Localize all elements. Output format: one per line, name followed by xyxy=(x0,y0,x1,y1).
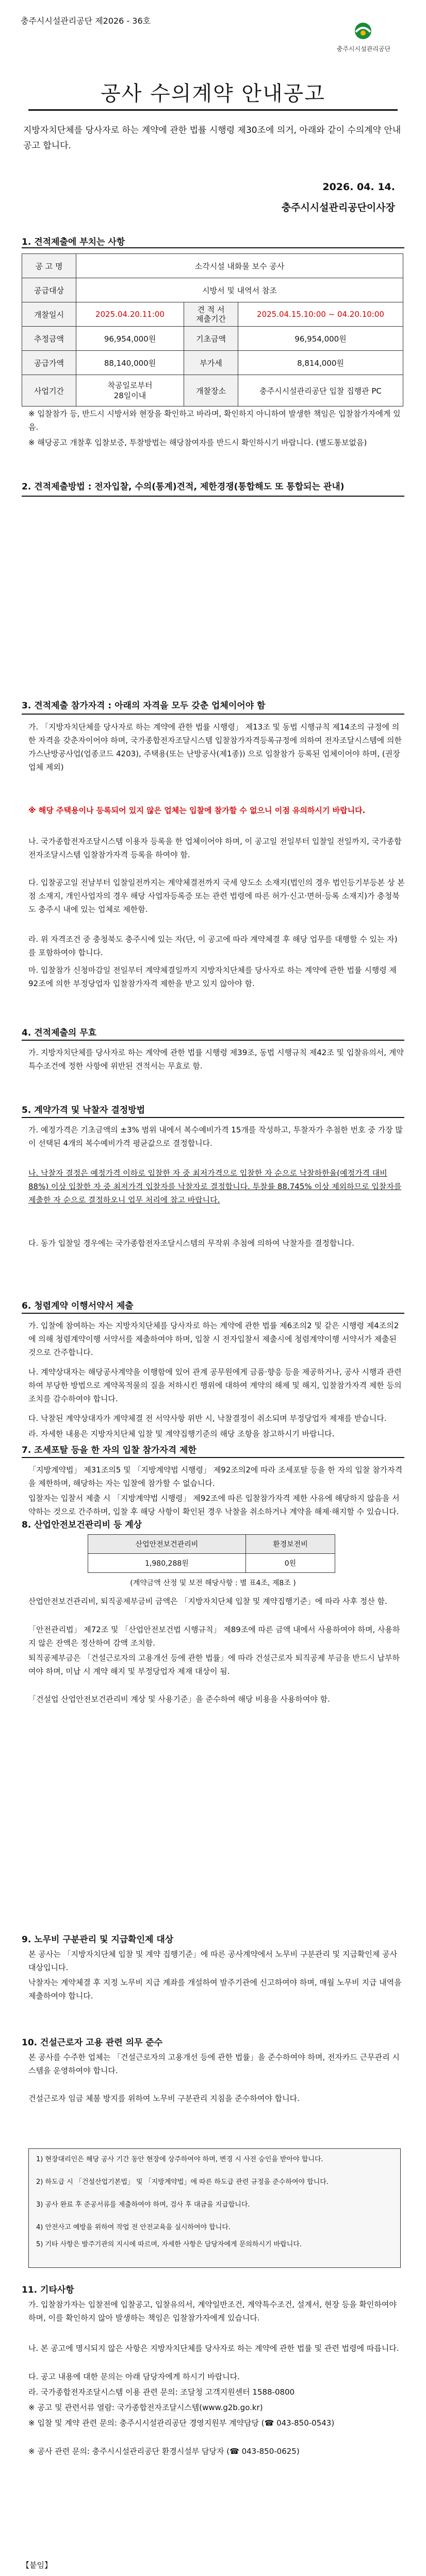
value-location: 시방서 및 내역서 참조 xyxy=(76,278,403,302)
logo-org-name: 충주시시설관리공단 xyxy=(336,45,391,53)
section-5-title: 5. 계약가격 및 낙찰자 결정방법 xyxy=(22,1105,145,1115)
value-supply-price: 88,140,000원 xyxy=(76,351,184,375)
section-5-item: 다. 동가 입찰일 경우에는 국가종합전자조달시스템의 무작위 추첨에 의하여 낙찰자를 결정합니다. xyxy=(28,1239,355,1248)
section-11-item: ※ 공사 관련 문의: 충주시시설관리공단 환경시설부 담당자 (☎ 043-850-0625) xyxy=(28,2447,300,2456)
value-base-price: 96,954,000원 xyxy=(238,327,403,351)
title-divider xyxy=(28,109,398,111)
value-open-time: 2025.04.20.11:00 xyxy=(76,302,184,327)
table-row xyxy=(22,351,403,375)
table-cell: 0원 xyxy=(245,1554,335,1573)
caution-box xyxy=(28,2148,401,2268)
table-row xyxy=(22,302,403,327)
section-5-item: 나. 낙찰자 결정은 예정가격 이하로 입찰한 자 중 최저가격으로 입찰한 자 순으로 낙찰하한율(예정가격 대비 88%) 이상 입찰한 자 중 최저가격 입찰자를 낙찰자로 결정합니다. 투찰률 88.745% 이상 제외하므로 입찰자를 제출한 자 순으로 결정하오니 업무 처리에 참고 바랍니다. xyxy=(28,1168,402,1205)
table-header: 환경보전비 xyxy=(245,1535,335,1554)
caution-item: 1) 현장대리인은 해당 공사 기간 동안 현장에 상주하여야 하며, 변경 시 사전 승인을 받아야 합니다. xyxy=(36,2156,323,2163)
value-place: 충주시시설관리공단 입찰 집행관 PC xyxy=(238,375,403,406)
table-row xyxy=(22,375,403,406)
label-location: 공급대상 xyxy=(22,278,76,302)
section-10-title: 10. 건설근로자 고용 관련 의무 준수 xyxy=(22,2038,163,2048)
section-3-item: 라. 위 자격조건 중 충청북도 충주시에 있는 자(단, 이 공고에 따라 계약체결 후 해당 업무를 대행할 수 있는 자)를 포함하여야 합니다. xyxy=(28,935,398,957)
section-5-item: 가. 예정가격은 기초금액의 ±3% 범위 내에서 복수예비가격 15개를 작성하고, 투찰자가 추첨한 번호 중 가장 많이 선택된 4개의 복수예비가격 평균값으로 결정합니다. xyxy=(28,1125,403,1148)
label-supply-price: 공급가액 xyxy=(22,351,76,375)
section-divider xyxy=(22,1040,404,1041)
section-3-item: 마. 입찰참가 신청마감일 전일부터 계약체결일까지 지방자치단체를 당사자로 하는 계약에 관한 법률 시행령 제92조에 의한 부정당업자 입찰참가자격 제한을 받고 있지 않아야 함. xyxy=(28,965,397,988)
section-10-item: 본 공사를 수주한 업체는 「건설근로자의 고용개선 등에 관한 법률」을 준수하여야 하며, 전자카드 근무관리 시스템을 운영하여야 합니다. xyxy=(28,2053,400,2075)
intro-text: 지방자치단체를 당사자로 하는 계약에 관한 법률 시행령 제30조에 의거, 아래와 같이 수의계약 안내공고 합니다. xyxy=(23,125,401,151)
section-3-item: 나. 국가종합전자조달시스템 이용자 등록을 한 업체이어야 하며, 이 공고일 전일부터 입찰일 전일까지, 국가종합전자조달시스템 입찰참가자격 등록을 하여야 함. xyxy=(28,837,402,859)
section-11-item: 나. 본 공고에 명시되지 않은 사항은 지방자치단체를 당사자로 하는 계약에 관한 법률 및 관련 법령에 따릅니다. xyxy=(28,2344,399,2353)
section-3-item: 가. 「지방자치단체를 당사자로 하는 계약에 관한 법률 시행령」 제13조 및 동법 시행규칙 제14조의 규정에 의한 자격을 갖춘자이어야 하며, 국가종합전자조달시스템 입찰참가자격등록규정에 의하여 전자조달시스템에 의한 가스난방공사업(업종코드 4203), 주택용(또는 난방공사(제1종)) 으로 입찰참가 등록된 업체이어야 하며, (권장업체 제외) xyxy=(28,722,402,772)
indirect-cost-table xyxy=(88,1534,335,1573)
caution-item: 4) 안전사고 예방을 위하여 작업 전 안전교육을 실시하여야 합니다. xyxy=(36,2224,231,2231)
label-submit-period: 견 적 서 제출기간 xyxy=(184,302,238,327)
table-row xyxy=(88,1554,335,1573)
section-1-note: ※ 해당공고 개찰후 입찰보증, 투찰방법는 해당참여자를 반드시 확인하시기 바랍니다. (별도통보없음) xyxy=(28,438,367,447)
issuer: 충주시시설관리공단이사장 xyxy=(281,202,395,213)
table-row xyxy=(22,254,403,278)
section-6-item: 나. 계약상대자는 해당공사계약을 이행함에 있어 관계 공무원에게 금품·향응 등을 제공하거나, 공사 시행과 관련하여 부당한 방법으로 계약목적물의 질을 저하시킨 행위에 대하여 계약의 해제 및 해지, 입찰참가자격 제한 등의 조치를 감수하여야 합니다. xyxy=(28,1367,402,1403)
label-bid-method: 사업기간 xyxy=(22,375,76,406)
section-3-title: 3. 견적제출 참가자격 : 아래의 자격을 모두 갖춘 업체이어야 함 xyxy=(22,701,266,711)
page-title: 공사 수의계약 안내공고 xyxy=(101,82,325,106)
section-6-title: 6. 청렴계약 이행서약서 제출 xyxy=(22,1301,134,1311)
section-divider xyxy=(22,1117,404,1118)
value-submit-period: 2025.04.15.10:00 ~ 04.20.10:00 xyxy=(238,302,403,327)
table-row xyxy=(88,1535,335,1554)
value-est-price: 96,954,000원 xyxy=(76,327,184,351)
label-open-time: 개찰일시 xyxy=(22,302,76,327)
section-8-item: 퇴직공제부금은 「건설근로자의 고용개선 등에 관한 법률」에 따라 건설근로자 퇴직공제 부금을 반드시 납부하여야 하며, 미납 시 계약 해지 및 부정당업자 제재 대상이 됨. xyxy=(28,1653,400,1676)
attachment-label: 【붙임】 xyxy=(22,2561,52,2570)
label-place: 개찰장소 xyxy=(184,375,238,406)
label-base-price: 기초금액 xyxy=(184,327,238,351)
section-1-note: ※ 입찰참가 등, 반드시 시방서와 현장을 확인하고 바라며, 확인하지 아니하여 발생한 책임은 입찰참가자에게 있음. xyxy=(28,409,401,432)
section-6-item: 가. 입찰에 참여하는 자는 지방자치단체를 당사자로 하는 계약에 관한 법률 제6조의2 및 같은 시행령 제4조의2에 의해 청렴계약이행 서약서를 제출하여야 하며, 입찰 시 전자입찰서 제출시에 청렴계약이행 서약서가 제출된 것으로 간주합니다. xyxy=(28,1321,399,1357)
section-2-title: 2. 견적제출방법 : 전자입찰, 수의(통계)견적, 제한경쟁(통합해도 또 통합되는 관내) xyxy=(22,482,345,492)
table-caption: (계약금액 산정 및 보전 해당사항 : 별 표4조, 제8조 ) xyxy=(130,1579,296,1587)
value-work-name: 소각시설 내화물 보수 공사 xyxy=(76,254,403,278)
value-vat: 8,814,000원 xyxy=(238,351,403,375)
section-divider xyxy=(22,496,404,497)
section-3-warning: ※ 해당 주택용이나 등록되어 있지 않은 업체는 입찰에 참가할 수 없으니 이점 유의하시기 바랍니다. xyxy=(28,806,366,815)
value-bid-method: 착공일로부터 28일이내 xyxy=(76,375,184,406)
caution-item: 2) 하도급 시 「건설산업기본법」 및 「지방계약법」에 따른 하도급 관련 규정을 준수하여야 합니다. xyxy=(36,2178,329,2186)
section-9-item: 낙찰자는 계약체결 후 지정 노무비 지급 계좌를 개설하여 발주기관에 신고하여야 하며, 매월 노무비 지급 내역을 제출하여야 합니다. xyxy=(28,1978,402,2001)
section-9-title: 9. 노무비 구분관리 및 지급확인제 대상 xyxy=(22,1935,174,1945)
overview-table xyxy=(22,253,403,406)
section-7-title: 7. 조세포탈 등을 한 자의 입찰 참가자격 제한 xyxy=(22,1445,196,1455)
notice-date: 2026. 04. 14. xyxy=(322,181,395,193)
section-11-item: ※ 입찰 및 계약 관련 문의: 충주시시설관리공단 경영지원부 계약담당 (☎ 043-850-0543) xyxy=(28,2418,335,2428)
section-6-item: 라. 자세한 내용은 지방자치단체 입찰 및 계약집행기준의 해당 조항을 참고하시기 바랍니다. xyxy=(28,1429,335,1438)
label-vat: 부가세 xyxy=(184,351,238,375)
organization-logo xyxy=(315,21,413,55)
section-4-title: 4. 견적제출의 무효 xyxy=(22,1028,97,1038)
logo-mark-icon xyxy=(351,21,375,41)
table-cell: 1,980,288원 xyxy=(88,1554,246,1573)
section-7-item: 입찰자는 입찰서 제출 시 「지방계약법 시행령」 제92조에 따른 입찰참가자격 제한 사유에 해당하지 않음을 서약하는 것으로 간주하며, 입찰 후 해당 사항이 확인된 경우 낙찰을 취소하거나 계약을 해제·해지할 수 있습니다. xyxy=(28,1494,400,1516)
table-row xyxy=(22,278,403,302)
section-11-item: ※ 공고 및 관련서류 열람: 국가종합전자조달시스템(www.g2b.go.kr) xyxy=(28,2403,263,2412)
section-6-item: 다. 낙찰된 계약상대자가 계약체결 전 서약사항 위반 시, 낙찰결정이 취소되며 부정당업자 제재를 받습니다. xyxy=(28,1414,387,1423)
section-9-item: 본 공사는 「지방자치단체 입찰 및 계약 집행기준」에 따른 공사계약에서 노무비 구분관리 및 지급확인제 공사 대상입니다. xyxy=(28,1950,398,1972)
section-divider xyxy=(22,1457,404,1458)
section-divider xyxy=(22,714,404,715)
document-number: 충주시시설관리공단 제2026 - 36호 xyxy=(21,16,151,26)
section-10-item: 건설근로자 임금 체불 방지를 위하여 노무비 구분관리 지침을 준수하여야 합니다. xyxy=(28,2094,300,2103)
label-work-name: 공 고 명 xyxy=(22,254,76,278)
table-row xyxy=(22,327,403,351)
section-7-item: 「지방계약법」 제31조의5 및 「지방계약법 시행령」 제92조의2에 따라 조세포탈 등을 한 자의 입찰 참가자격을 제한하며, 해당하는 자는 입찰에 참가할 수 없습니다. xyxy=(28,1465,403,1488)
section-3-item: 다. 입찰공고일 전날부터 입찰일전까지는 계약체결전까지 국세 양도소 소재지(법인의 경우 법인등기부등본 상 본점 소재지, 개인사업자의 경우 해당 사업자등록증 또는 관련 법령에 따른 허가·신고·면허·등록 소재지)가 충청북도 충주시 내에 있는 업체로 제한함. xyxy=(28,878,405,914)
caution-item: 5) 기타 사항은 발주기관의 지시에 따르며, 자세한 사항은 담당자에게 문의하시기 바랍니다. xyxy=(36,2241,302,2248)
section-11-item: 가. 입찰참가자는 입찰전에 입찰공고, 입찰유의서, 계약일반조건, 계약특수조건, 설계서, 현장 등을 확인하여야 하며, 이를 확인하지 않아 발생하는 책임은 입찰참가자에게 있습니다. xyxy=(28,2300,397,2323)
section-8-item: 산업안전보건관리비, 퇴직공제부금비 금액은 「지방자치단체 입찰 및 계약집행기준」에 따라 사후 정산 함. xyxy=(28,1597,387,1606)
section-11-title: 11. 기타사항 xyxy=(22,2285,74,2295)
section-divider xyxy=(22,1313,404,1314)
label-est-price: 추정금액 xyxy=(22,327,76,351)
section-divider xyxy=(22,247,404,248)
section-11-item: 다. 공고 내용에 대한 문의는 아래 담당자에게 하시기 바랍니다. xyxy=(28,2372,240,2381)
section-8-item: 「건설업 산업안전보건관리비 계상 및 사용기준」을 준수하여 해당 비용을 사용하여야 함. xyxy=(28,1694,330,1704)
caution-item: 3) 공사 완료 후 준공서류를 제출하여야 하며, 검사 후 대금을 지급합니다. xyxy=(36,2201,250,2209)
section-11-item: 라. 국가종합전자조달시스템 이용 관련 문의: 조달청 고객지원센터 1588-0800 xyxy=(28,2387,295,2397)
table-header: 산업안전보건관리비 xyxy=(88,1535,246,1554)
section-8-item: 「안전관리법」 제72조 및 「산업안전보건법 시행규칙」 제89조에 따른 금액 내에서 사용하여야 하며, 사용하지 않은 잔액은 정산하여 감액 조치함. xyxy=(28,1625,400,1648)
section-4-text: 가. 지방자치단체를 당사자로 하는 계약에 관한 법률 시행령 제39조, 동법 시행규칙 제42조 및 입찰유의서, 계약특수조건에 정한 사항에 위반된 견적서는 무효로 함. xyxy=(28,1048,404,1071)
section-8-title: 8. 산업안전보건관리비 등 계상 xyxy=(22,1520,142,1530)
section-1-title: 1. 견적제출에 부치는 사항 xyxy=(22,237,125,247)
